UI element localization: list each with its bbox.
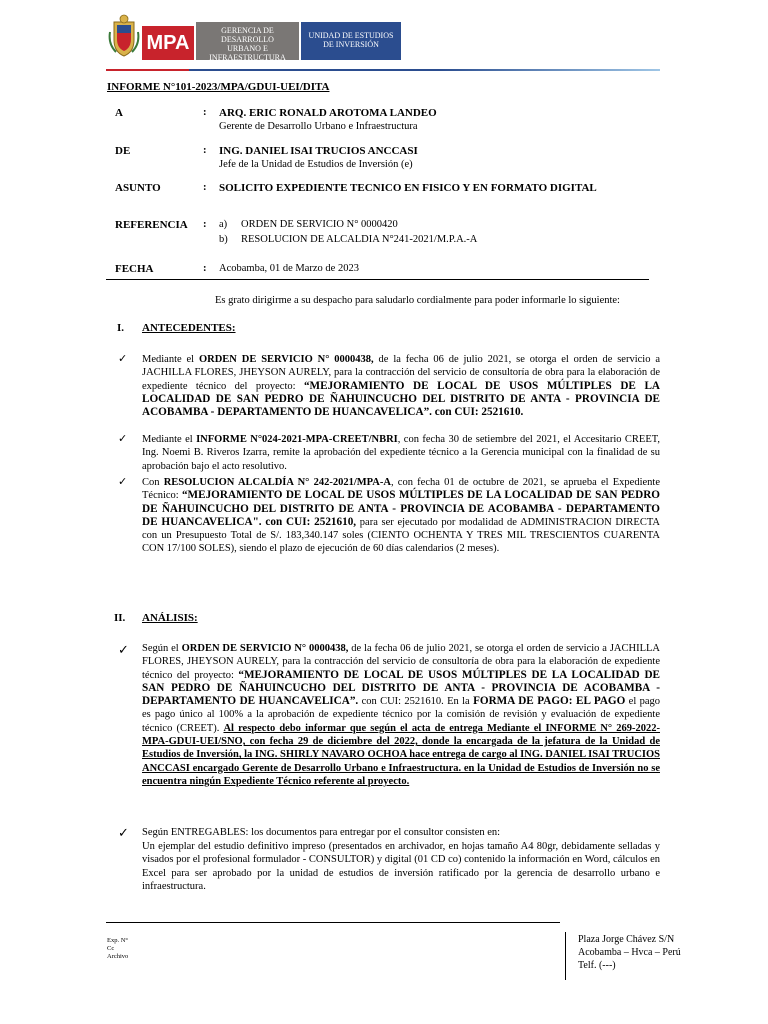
reference-item-b: RESOLUCION DE ALCALDIA N°241-2021/M.P.A.-A — [241, 234, 478, 245]
field-de-label: DE — [115, 145, 131, 157]
antecedente-2: Mediante el INFORME N°024-2021-MPA-CREET/NBRI, con fecha 30 de setiembre del 2021, el Accesitario CREET, Ing. Noemi B. Riveros Izarra, remite la aprobación del expediente técnico a la Gerencia municipal con la finalidad de su aprobación bajo el acto resolutivo. — [142, 434, 661, 472]
footer-address-line-1: Plaza Jorge Chávez S/N — [578, 934, 675, 945]
unidad-badge — [301, 22, 401, 60]
recipient-role: Gerente de Desarrollo Urbano e Infraestructura — [219, 121, 418, 132]
footer-phone: Telf. (---) — [578, 960, 616, 971]
analisis-1: Según el ORDEN DE SERVICIO N° 0000438, de la fecha 06 de julio 2021, se otorga el orden de servicio a JACHILLA FLORES, JHEYSON AURELY, para la contracción del servicio de consultoría de obra para la elaboración de expediente técnico del proyecto: “MEJORAMIENTO DE LOCAL DE USOS MÚLTIPLES DE LA LOCALIDAD DE SAN PEDRO DE ÑAHUINCUCHO DEL DISTRITO DE ANTA - PROVINCIA DE ACOBAMBA - DEPARTAMENTO DE HUANCAVELICA”. con CUI: 2521610. En la FORMA DE PAGO: EL PAGO el pago es pago único al 100% a la aprobación de expediente técnico por la comisión de revisión y evaluación de expediente técnico (CREET). Al respecto debo informar que según el acta de entrega Mediante el INFORME N° 269-2022-MPA-GDUI-UEI/SNO, con fecha 29 de diciembre del 2022, donde la encargada de la jefatura de la Unidad de Estudios de Inversión, la ING. SHIRLY NAVARO OCHOA hace entrega de cargo al ING. DANIEL ISAI TRUCIOS ANCCASI encargado Gerente de Desarrollo Urbano e Infraestructura. en la Unidad de Estudios de Inversión no se encuentra ningún Expediente Técnico referente al proyecto. — [142, 643, 660, 787]
footer-address — [578, 933, 681, 972]
footer-divider — [106, 922, 560, 923]
coat-of-arms-icon — [108, 14, 140, 58]
check-icon: ✓ — [118, 825, 129, 840]
footer-cc: Cc — [107, 945, 115, 952]
recipient-name: ARQ. ERIC RONALD AROTOMA LANDEO — [219, 107, 437, 119]
colon: : — [203, 145, 207, 156]
check-icon: ✓ — [118, 433, 128, 445]
gerencia-badge — [196, 22, 299, 60]
footer-archivo: Archivo — [107, 953, 129, 960]
subject-value: SOLICITO EXPEDIENTE TECNICO EN FISICO Y EN FORMATO DIGITAL — [219, 182, 597, 194]
intro-text: Es grato dirigirme a su despacho para saludarlo cordialmente para poder informarle lo siguiente: — [215, 295, 620, 306]
colon: : — [203, 219, 207, 230]
gerencia-line-1: GERENCIA DE DESARROLLO — [221, 26, 274, 44]
antecedente-3: Con RESOLUCION ALCALDÍA N° 242-2021/MPA-A, con fecha 01 de octubre de 2021, se aprueba el Expediente Técnico: “MEJORAMIENTO DE LOCAL DE USOS MÚLTIPLES DE LA LOCALIDAD DE SAN PEDRO DE ÑAHUINCUCHO DEL DISTRITO DE ANTA - PROVINCIA DE ACOBAMBA - DEPARTAMENTO DE HUANCAVELICA". con CUI: 2521610, para ser ejecutado por modalidad de ADMINISTRACION DIRECTA con un Presupuesto Total de S/. 183,340.147 soles (CIENTO OCHENTA Y TRES MIL TRESCIENTOS CUARENTA CON 17/100 SOLES), siendo el plazo de ejecución de 60 días calendarios (2 meses). — [142, 477, 660, 555]
colon: : — [203, 182, 207, 193]
check-icon: ✓ — [118, 353, 128, 365]
section-2-title-text: ANÁLISIS: — [142, 612, 198, 624]
field-referencia-label: REFERENCIA — [115, 219, 188, 231]
unidad-line-1: UNIDAD DE ESTUDIOS — [308, 31, 394, 40]
footer-address-line-2: Acobamba – Hvca – Perú — [578, 947, 681, 958]
footer-references — [107, 937, 128, 961]
check-icon: ✓ — [118, 642, 129, 657]
colon: : — [203, 107, 207, 118]
header-fields-divider — [106, 279, 649, 280]
unidad-line-2: DE INVERSIÓN — [323, 40, 379, 49]
reference-marker-a: a) — [219, 219, 228, 230]
analisis-2-body: Un ejemplar del estudio definitivo impreso (presentados en archivador, en hojas tamaño A4 80gr, debidamente selladas y visados por el profesional formulador - CONSULTOR) y digital (01 CD co) contenido la información en Word, cálculos en Excel para ser aprobado por la unidad de estudios de inversión ratificado por la gerencia de desarrollo urbano e infraestructura. — [142, 841, 660, 892]
field-asunto-label: ASUNTO — [115, 182, 161, 194]
footer-vertical-divider — [565, 932, 566, 980]
analisis-2-intro: Según ENTREGABLES: los documentos para entregar por el consultor consisten en: — [142, 827, 501, 838]
section-2-number: II. — [114, 612, 126, 624]
check-icon: ✓ — [118, 476, 128, 488]
reference-item-a: ORDEN DE SERVICIO N° 0000420 — [241, 219, 398, 230]
field-fecha-label: FECHA — [115, 263, 154, 275]
sender-name: ING. DANIEL ISAI TRUCIOS ANCCASI — [219, 145, 418, 157]
colon: : — [203, 263, 207, 274]
section-1-title — [142, 322, 236, 334]
antecedente-1: Mediante el ORDEN DE SERVICIO N° 0000438, de la fecha 06 de julio 2021, se otorga el orden de servicio a JACHILLA FLORES, JHEYSON AURELY, para la contracción del servicio de consultoría de obra para la elaboración de expediente técnico del proyecto: “MEJORAMIENTO DE LOCAL DE USOS MÚLTIPLES DE LA LOCALIDAD DE SAN PEDRO DE ÑAHUINCUCHO DEL DISTRITO DE ANTA - PROVINCIA DE ACOBAMBA - DEPARTAMENTO DE HUANCAVELICA”. con CUI: 2521610. — [142, 354, 660, 419]
document-title: INFORME N°101-2023/MPA/GDUI-UEI/DITA — [107, 81, 330, 93]
date-value: Acobamba, 01 de Marzo de 2023 — [219, 263, 359, 274]
field-a-label: A — [115, 107, 123, 119]
gerencia-line-3: INFRAESTRUCTURA — [209, 53, 286, 62]
sender-role: Jefe de la Unidad de Estudios de Inversión (e) — [219, 159, 413, 170]
mpa-logo: MPA — [142, 26, 194, 60]
section-2-title — [142, 612, 198, 624]
reference-marker-b: b) — [219, 234, 228, 245]
section-1-number: I. — [117, 322, 125, 334]
gerencia-line-2: URBANO E — [227, 44, 268, 53]
footer-exp: Exp. N° — [107, 937, 129, 944]
section-1-title-text: ANTECEDENTES: — [142, 322, 236, 334]
header-divider — [106, 69, 660, 71]
